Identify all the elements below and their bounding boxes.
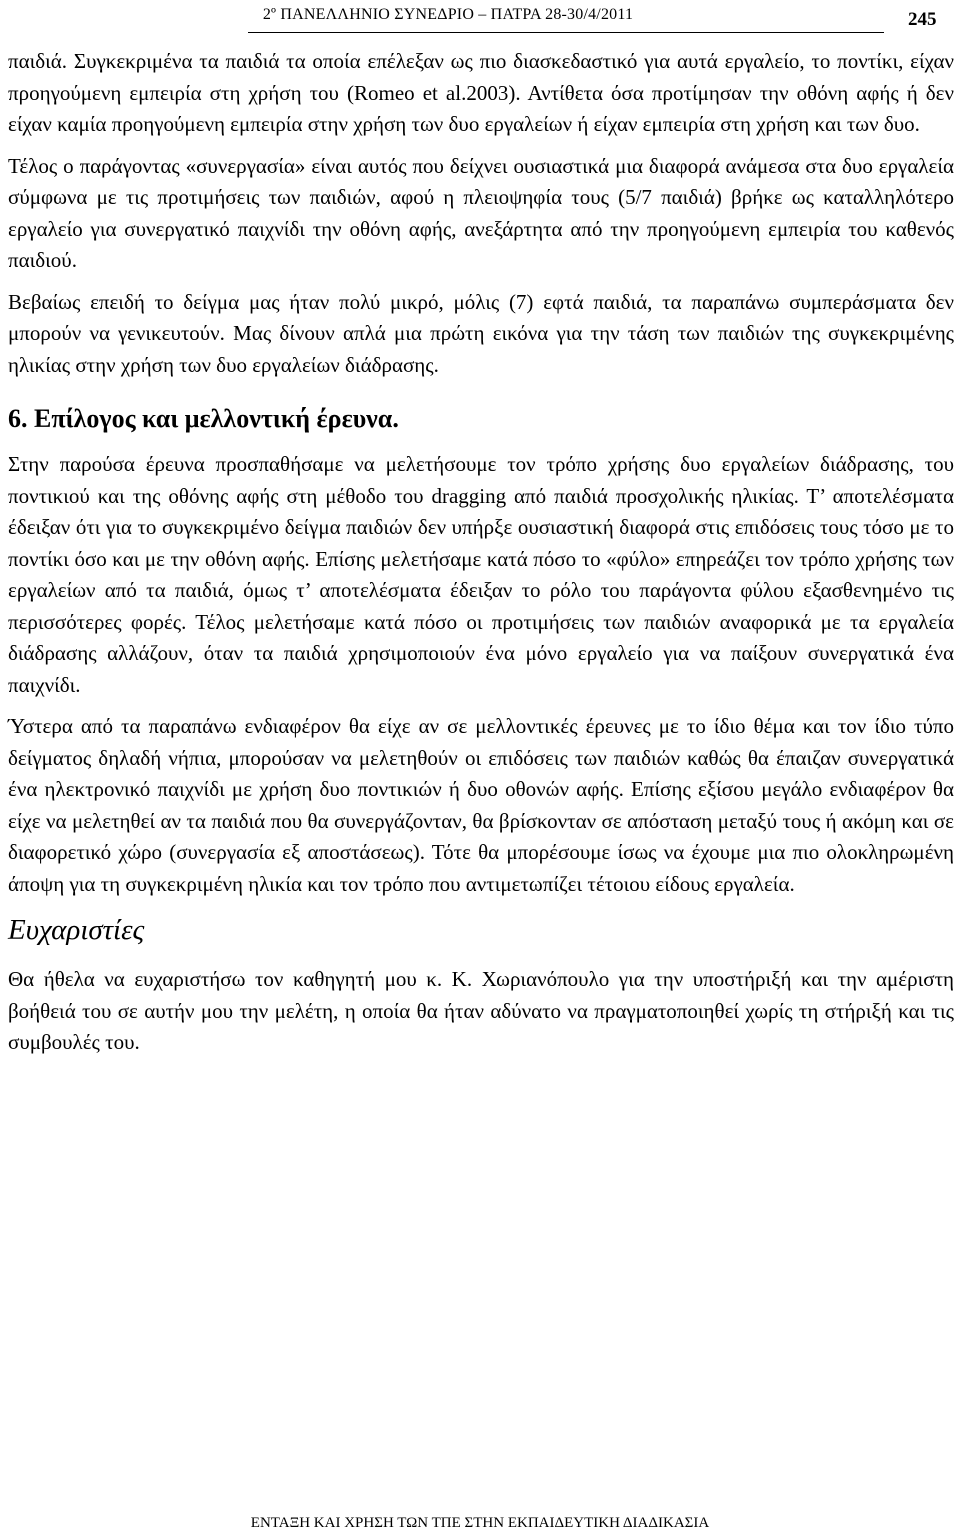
page-header [0,0,960,40]
conference-title: 2º ΠΑΝΕΛΛΗΝΙΟ ΣΥΝΕΔΡΙΟ – ΠΑΤΡΑ 28-30/4/2011 [262,6,634,23]
paragraph-4: Στην παρούσα έρευνα προσπαθήσαμε να μελετήσουμε τον τρόπο χρήσης δυο εργαλείων διάδρασης, του ποντικιού και της οθόνης αφής στη μέθοδο του dragging από παιδιά προσχολικής ηλικίας. Τ’ αποτελέσματα έδειξαν ότι για το συγκεκριμένο δείγμα παιδιών δεν υπήρξε ουσιαστική διαφορά στις επιδόσεις τους τόσο με το ποντίκι όσο και με την οθόνη αφής. Επίσης μελετήσαμε κατά πόσο το «φύλο» επηρεάζει τον τρόπο χρήσης των εργαλείων από τα παιδιά, όμως τ’ αποτελέσματα έδειξαν το ρόλο του παράγοντα φύλου εξασθενημένο τις περισσότερες φορές. Τέλος μελετήσαμε κατά πόσο οι προτιμήσεις των παιδιών αναφορικά με τα εργαλεία διάδρασης αλλάζουν, όταν τα παιδιά χρησιμοποιούν ένα μόνο εργαλείο για να παίξουν συνεργατικά ένα παιχνίδι. [8,452,954,697]
paragraph-2: Τέλος ο παράγοντας «συνεργασία» είναι αυτός που δείχνει ουσιαστικά μια διαφορά ανάμεσα στα δυο εργαλεία σύμφωνα με τις προτιμήσεις των παιδιών, αφού η πλειοψηφία τους (5/7 παιδιά) βρήκε ως καταλληλότερο εργαλείο για συνεργατικό παιχνίδι την οθόνη αφής, ανεξάρτητα από την προηγούμενη εμπειρία του καθενός παιδιού. [8,153,954,272]
acknowledgements-heading: Ευχαριστίες [8,914,145,946]
section-heading-epilogue: 6. Επίλογος και μελλοντική έρευνα. [8,404,399,433]
paragraph-3: Βεβαίως επειδή το δείγμα μας ήταν πολύ μικρό, μόλις (7) εφτά παιδιά, τα παραπάνω συμπεράσματα δεν μπορούν να γενικευτούν. Μας δίνουν απλά μια πρώτη εικόνα για την τάση των παιδιών της συγκεκριμένης ηλικίας στην χρήση των δυο εργαλείων διάδρασης. [8,289,954,377]
header-rule [248,32,884,33]
page-footer: ΕΝΤΑΞΗ ΚΑΙ ΧΡΗΣΗ ΤΩΝ ΤΠΕ ΣΤΗΝ ΕΚΠΑΙΔΕΥΤΙΚΗ ΔΙΑΔΙΚΑΣΙΑ [250,1515,710,1531]
paragraph-1: παιδιά. Συγκεκριμένα τα παιδιά τα οποία επέλεξαν ως πιο διασκεδαστικό για αυτά εργαλείο, το ποντίκι, είχαν προηγούμενη εμπειρία στη χρήση του (Romeo et al.2003). Αντίθετα όσα προτίμησαν την οθόνη αφής ή δεν είχαν καμία προηγούμενη εμπειρία στην χρήση των δυο εργαλείων ή είχαν εμπειρία στη χρήση και των δυο. [8,49,954,136]
paragraph-6: Θα ήθελα να ευχαριστήσω τον καθηγητή μου κ. Κ. Χωριανόπουλο για την υποστήριξή και την αμέριστη βοήθειά του σε αυτήν μου την μελέτη, η οποία θα ήταν αδύνατο να πραγματοποιηθεί χωρίς τη στήριξή και τις συμβουλές του. [8,967,954,1054]
page-number: 245 [908,9,937,30]
paragraph-5: Ύστερα από τα παραπάνω ενδιαφέρον θα είχε αν σε μελλοντικές έρευνες με το ίδιο θέμα και τον ίδιο τύπο δείγματος δηλαδή νήπια, μπορούσαν να μελετηθούν οι επιδόσεις των παιδιών καθώς θα έπαιζαν συνεργατικά ένα ηλεκτρονικό παιχνίδι με χρήση δυο ποντικιών ή δυο οθονών αφής. Επίσης εξίσου μεγάλο ενδιαφέρον θα είχε να μελετηθεί αν τα παιδιά που θα συνεργάζονταν, θα βρίσκονταν σε απόσταση μεταξύ τους ή ακόμη και σε διαφορετικό χώρο (συνεργασία εξ αποστάσεως). Τότε θα μπορέσουμε ίσως να έχουμε μια πιο ολοκληρωμένη άποψη για τη συγκεκριμένη ηλικία και τον τρόπο που αντιμετωπίζει τέτοιου είδους εργαλεία. [8,714,954,896]
page-body [8,46,954,1069]
